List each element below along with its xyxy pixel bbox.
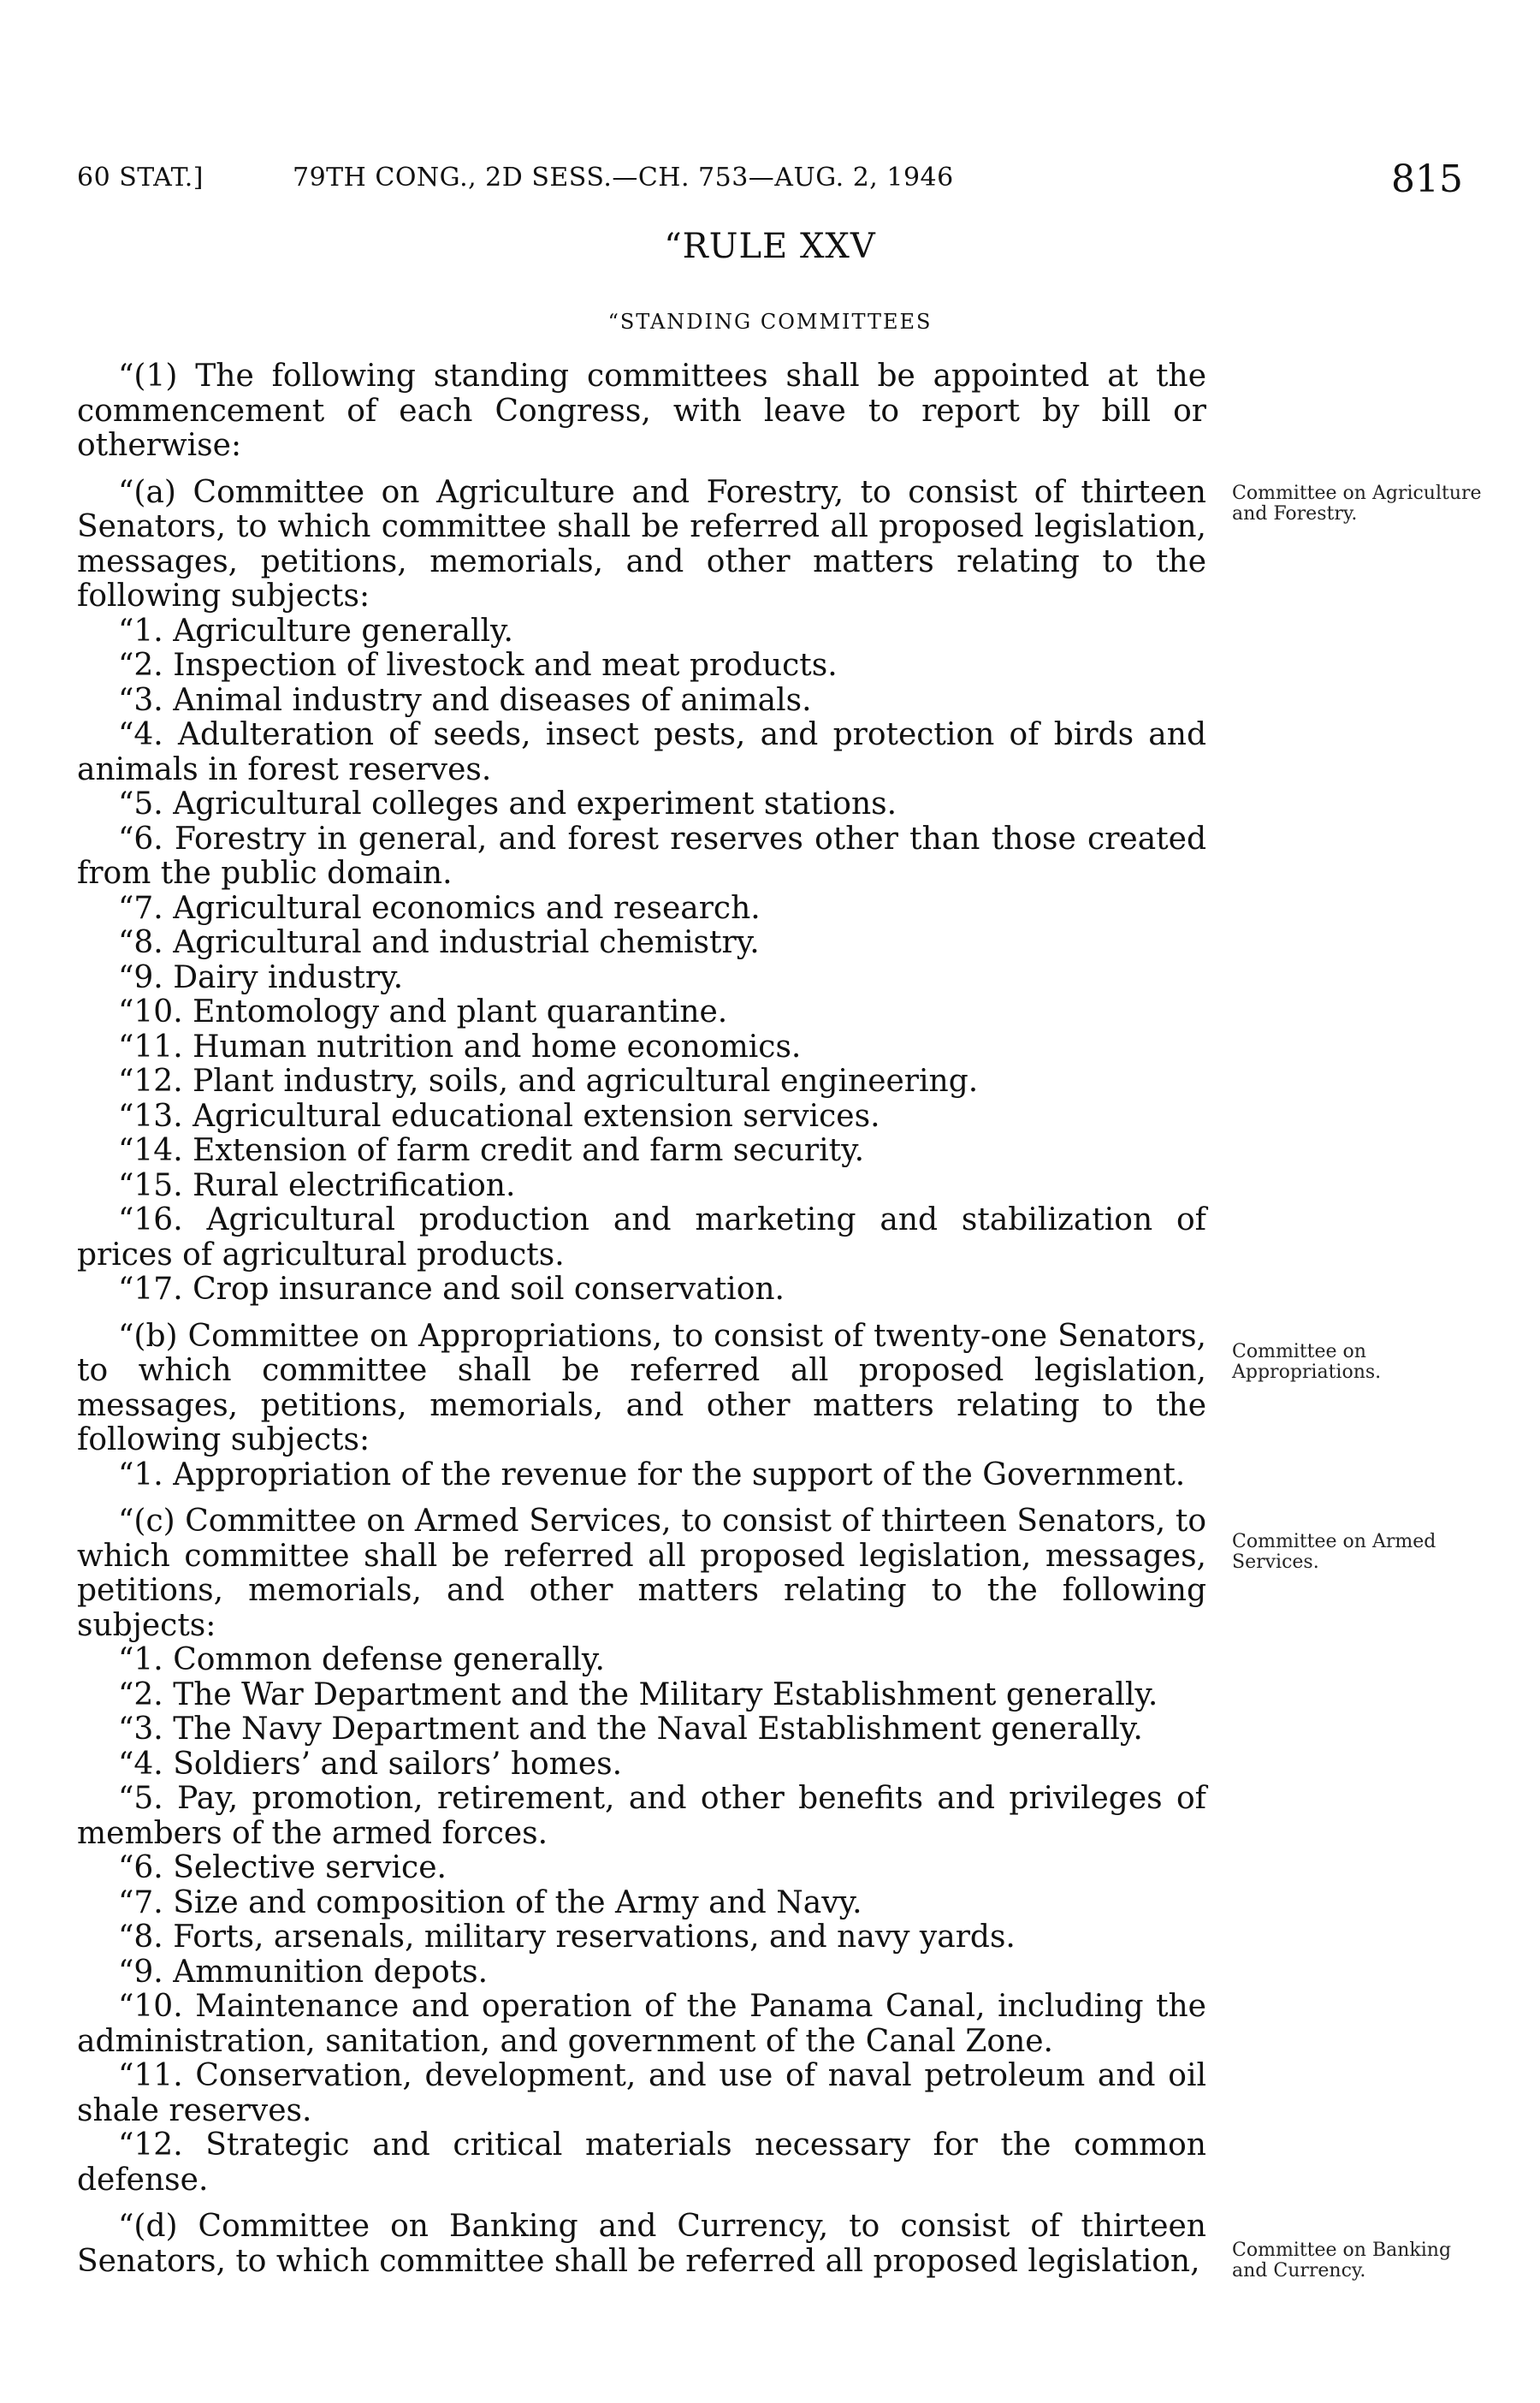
list-item: “1. Agriculture generally. (118, 613, 513, 649)
list-item: “1. Common defense generally. (118, 1642, 605, 1677)
margin-note-banking: Committee on Banking and Currency. (1232, 2240, 1452, 2281)
list-item: “14. Extension of farm credit and farm security. (118, 1133, 865, 1168)
list-item: “9. Dairy industry. (118, 959, 404, 995)
list-item: “1. Appropriation of the revenue for the support of the Government. (118, 1457, 1186, 1492)
margin-note-agriculture: Committee on Agriculture and Forestry. (1232, 483, 1482, 525)
statute-volume: 60 STAT.] (77, 163, 204, 193)
margin-note-appropriations: Committee on Appropriations. (1232, 1341, 1382, 1383)
list-item: “11. Human nutrition and home economics. (118, 1029, 802, 1065)
list-item: “5. Agricultural colleges and experiment stations. (118, 786, 897, 822)
list-item: “2. Inspection of livestock and meat products. (118, 648, 838, 683)
list-item: “5. Pay, promotion, retirement, and other benefits and privileges of members of the armed forces. (77, 1781, 1206, 1851)
list-item: “7. Size and composition of the Army and Navy. (118, 1884, 862, 1920)
list-item: “8. Forts, arsenals, military reservations, and navy yards. (118, 1919, 1016, 1955)
section-b-heading: “(b) Committee on Appropriations, to consist of twenty-one Senators, to which committee shall be referred all proposed legislation, messages, petitions, memorials, and other matters relating to the following subjects: (77, 1318, 1206, 1457)
list-item: “2. The War Department and the Military Establishment generally. (118, 1676, 1158, 1712)
list-item: “3. The Navy Department and the Naval Establishment generally. (118, 1712, 1143, 1747)
intro-paragraph: “(1) The following standing committees shall be appointed at the commencement of each Congress, with leave to report by bill or otherwise: (77, 359, 1206, 463)
rule-subtitle: “STANDING COMMITTEES (607, 310, 933, 334)
list-item: “4. Adulteration of seeds, insect pests, and protection of birds and animals in forest reserves. (77, 717, 1206, 787)
list-item: “6. Forestry in general, and forest reserves other than those created from the public domain. (77, 821, 1206, 891)
list-item: “11. Conservation, development, and use of naval petroleum and oil shale reserves. (77, 2058, 1206, 2128)
list-item: “16. Agricultural production and marketing and stabilization of prices of agricultural products. (77, 1202, 1206, 1273)
list-item: “12. Plant industry, soils, and agricultural engineering. (118, 1064, 979, 1099)
list-item: “10. Maintenance and operation of the Panama Canal, including the administration, sanitation, and government of the Canal Zone. (77, 1989, 1206, 2059)
page-number: 815 (1391, 157, 1463, 201)
list-item: “8. Agricultural and industrial chemistry. (118, 925, 760, 960)
list-item: “17. Crop insurance and soil conservation. (118, 1272, 785, 1307)
section-d-heading: “(d) Committee on Banking and Currency, to consist of thirteen Senators, to which committee shall be referred all proposed legislation, (77, 2209, 1206, 2279)
rule-title: “RULE XXV (664, 227, 876, 266)
list-item: “12. Strategic and critical materials necessary for the common defense. (77, 2127, 1206, 2198)
list-item: “4. Soldiers’ and sailors’ homes. (118, 1746, 623, 1782)
list-item: “9. Ammunition depots. (118, 1954, 489, 1990)
list-item: “3. Animal industry and diseases of animals. (118, 682, 812, 718)
list-item: “13. Agricultural educational extension services. (118, 1098, 880, 1134)
list-item: “15. Rural electrification. (118, 1167, 516, 1203)
document-body (77, 359, 1206, 2279)
list-item: “7. Agricultural economics and research. (118, 890, 761, 926)
session-citation: 79TH CONG., 2D SESS.—CH. 753—AUG. 2, 1946 (293, 163, 954, 193)
section-c-heading: “(c) Committee on Armed Services, to consist of thirteen Senators, to which committee shall be referred all proposed legislation, messages, petitions, memorials, and other matters relating to the following subjects: (77, 1504, 1206, 1643)
list-item: “10. Entomology and plant quarantine. (118, 994, 728, 1029)
list-item: “6. Selective service. (118, 1850, 447, 1885)
margin-note-armed-services: Committee on Armed Services. (1232, 1531, 1436, 1573)
section-a-heading: “(a) Committee on Agriculture and Forestry, to consist of thirteen Senators, to which committee shall be referred all proposed legislation, messages, petitions, memorials, and other matters relating to the following subjects: (77, 474, 1206, 614)
running-header (77, 157, 1463, 207)
